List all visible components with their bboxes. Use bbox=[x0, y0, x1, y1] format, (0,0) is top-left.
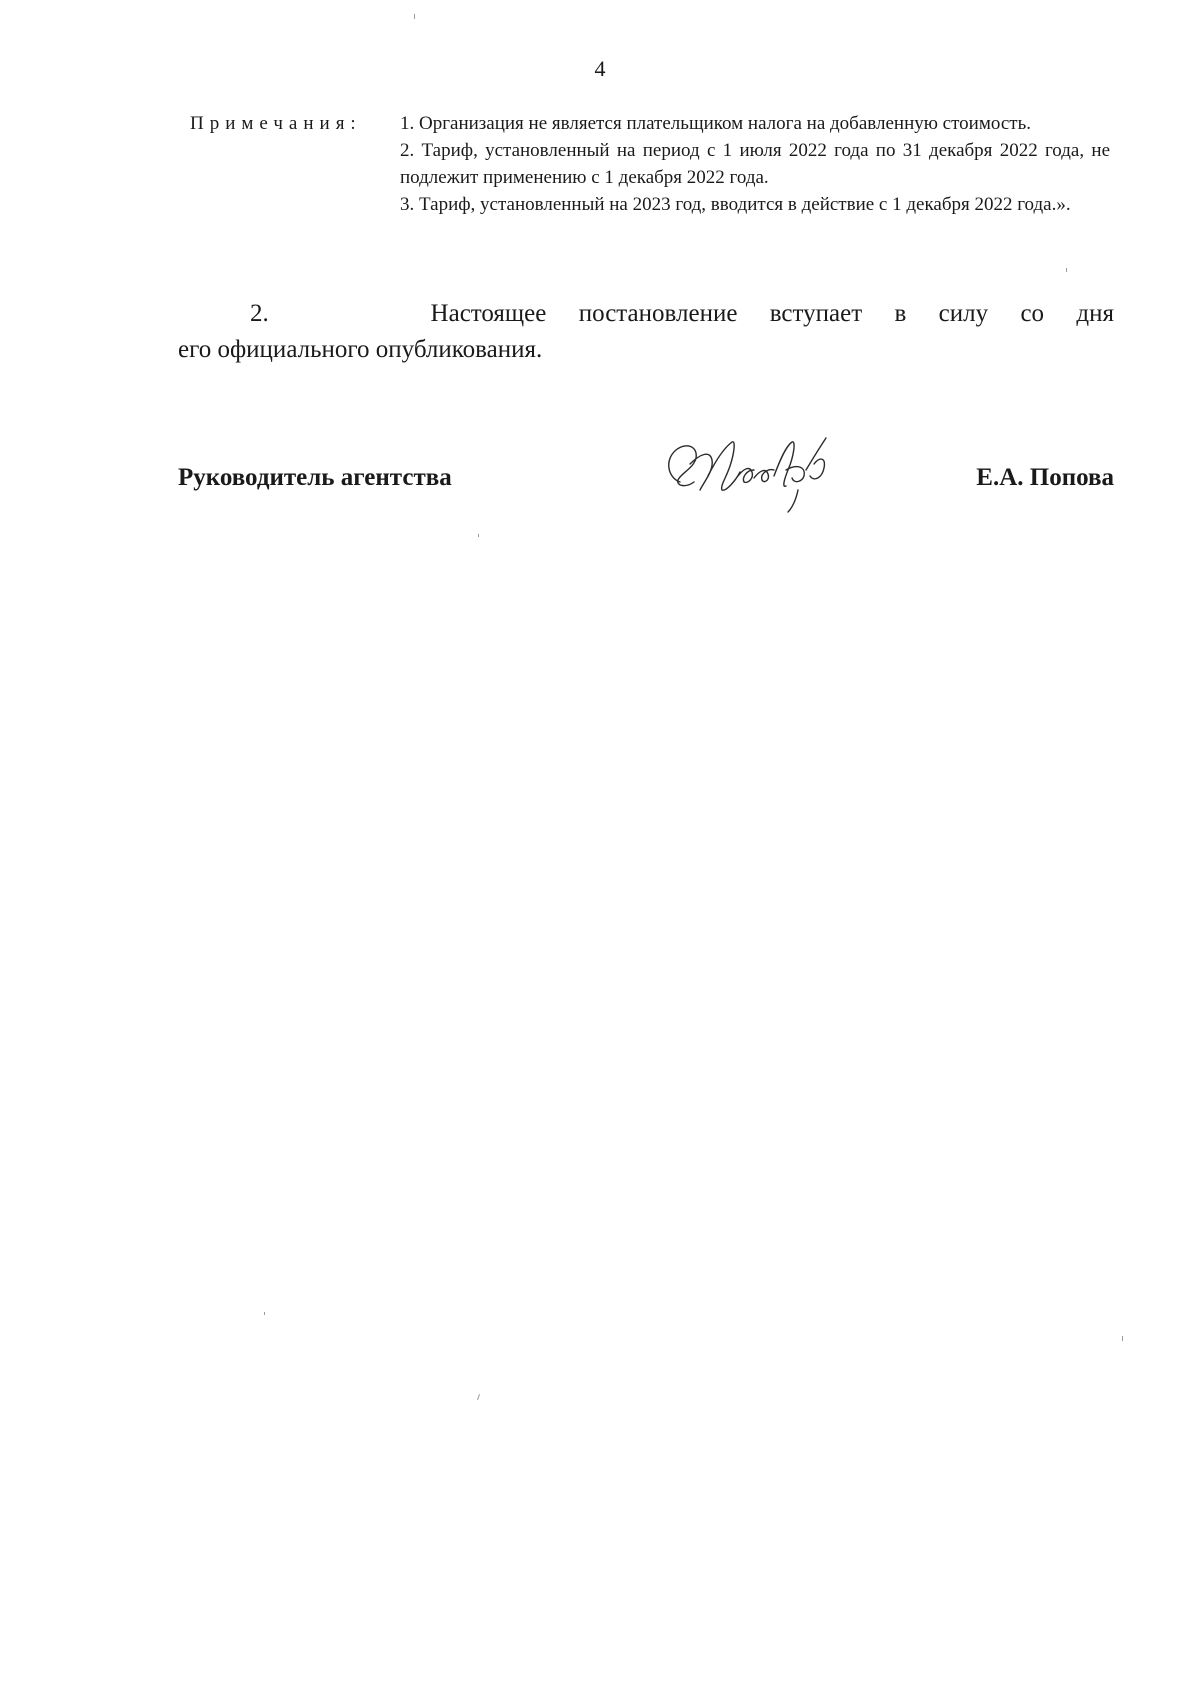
clause-text-line1: Настоящее постановление вступает в силу со дня bbox=[430, 300, 1115, 327]
page-number: 4 bbox=[594, 56, 606, 81]
notes-label: Примечания: bbox=[190, 113, 362, 134]
signature-block bbox=[178, 454, 1114, 494]
scan-speck bbox=[264, 1312, 265, 1315]
signer-title: Руководитель агентства bbox=[178, 464, 452, 491]
note-item-3: 3. Тариф, установленный на 2023 год, вводится в действие с 1 декабря 2022 года.». bbox=[400, 194, 1071, 215]
scan-speck bbox=[1066, 268, 1067, 272]
clause-first-line bbox=[178, 296, 1114, 332]
scan-speck bbox=[414, 14, 415, 19]
notes-block bbox=[190, 110, 1110, 218]
note-item-2: 2. Тариф, установленный на период с 1 июля 2022 года по 31 декабря 2022 года, не подлежит применению с 1 декабря 2022 года. bbox=[400, 140, 1110, 188]
signer-name: Е.А. Попова bbox=[976, 464, 1114, 491]
scan-speck bbox=[478, 534, 479, 537]
clause-number: 2. bbox=[250, 300, 269, 327]
scan-speck bbox=[477, 1394, 480, 1400]
clause-second-line: его официального опубликования. bbox=[178, 336, 543, 363]
clause-2 bbox=[178, 296, 1114, 332]
note-item-1: 1. Организация не является плательщиком налога на добавленную стоимость. bbox=[400, 113, 1031, 134]
notes-list bbox=[400, 110, 1110, 218]
scan-speck bbox=[1122, 1336, 1123, 1341]
handwritten-signature bbox=[650, 420, 850, 520]
